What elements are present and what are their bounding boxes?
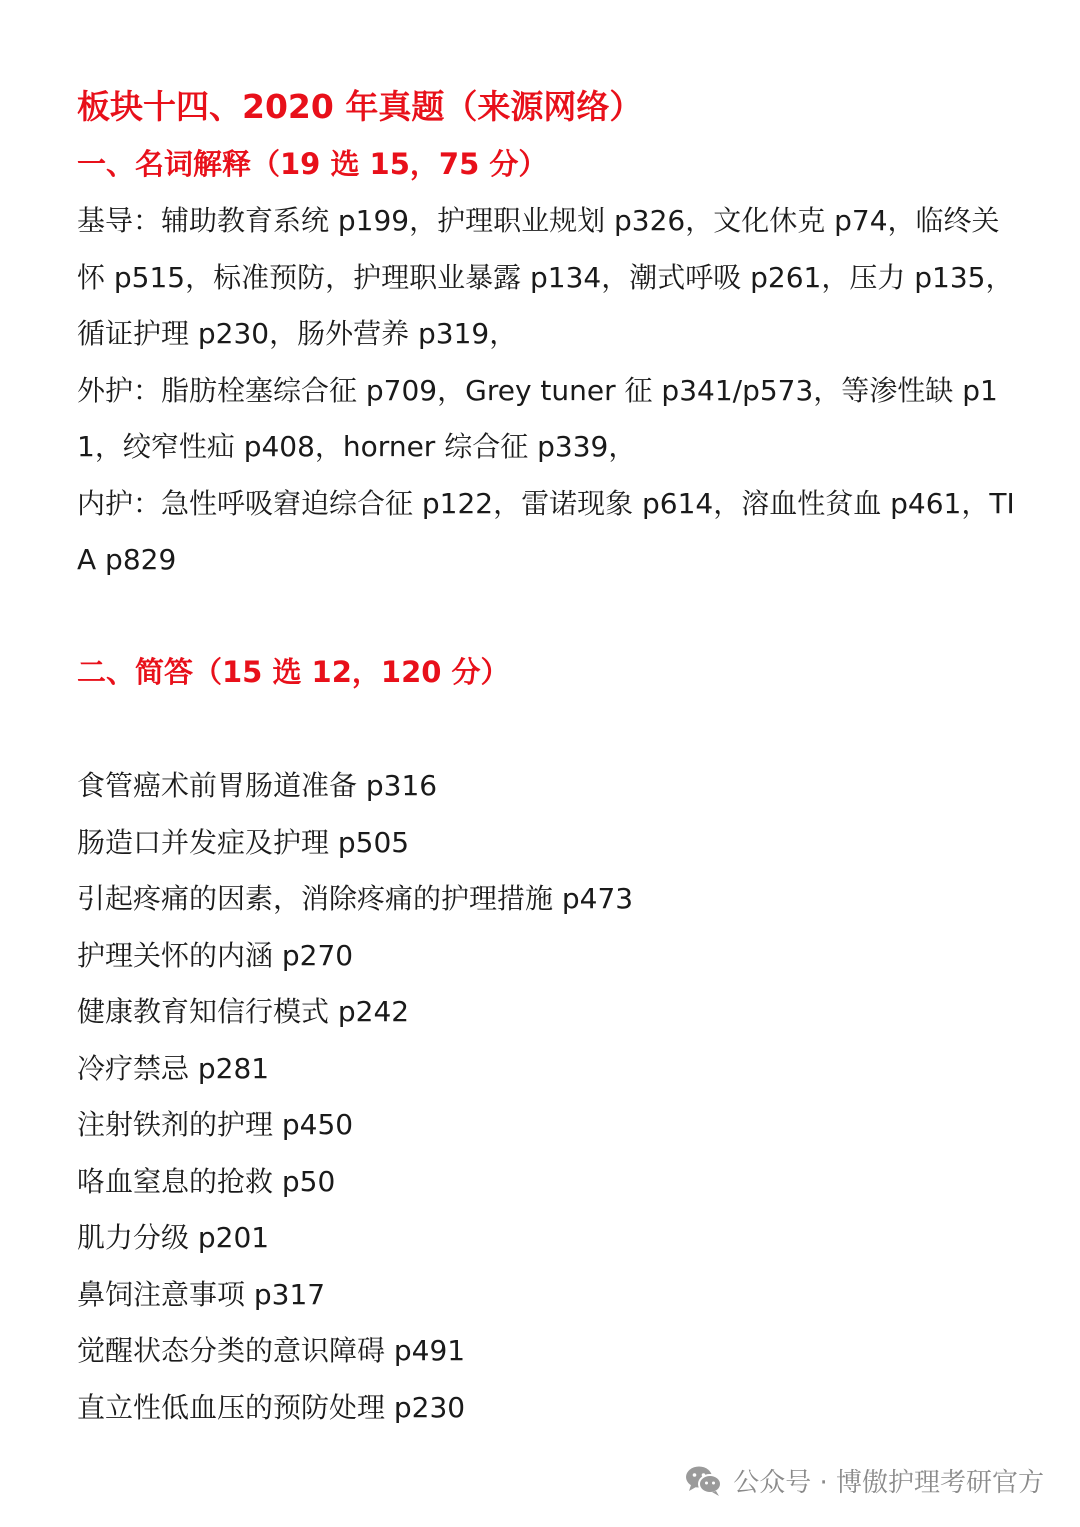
list-item: 咯血窒息的抢救 p50 — [77, 1164, 336, 1198]
list-item: 肠造口并发症及护理 p505 — [77, 825, 410, 859]
list-item: 注射铁剂的护理 p450 — [77, 1108, 354, 1141]
watermark-footer — [685, 1462, 1044, 1499]
list-item: 护理关怀的内涵 p270 — [77, 938, 354, 972]
terms-paragraph-basic: 基导：辅助教育系统 p199，护理职业规划 p326，文化休克 p74，临终关怀 p515，标准预防，护理职业暴露 p134，潮式呼吸 p261，压力 p135，循证护理 p230，肠外营养 p319， — [77, 204, 1014, 350]
list-item: 冷疗禁忌 p281 — [77, 1051, 270, 1085]
list-item: 食管癌术前胃肠道准备 p316 — [77, 769, 438, 802]
list-item: 健康教育知信行模式 p242 — [77, 995, 410, 1028]
terms-paragraph-medical: 内护：急性呼吸窘迫综合征 p122，雷诺现象 p614，溶血性贫血 p461，TIA p829 — [77, 486, 1015, 576]
section-body-terms — [77, 193, 1017, 589]
list-item: 觉醒状态分类的意识障碍 p491 — [77, 1334, 466, 1367]
list-item: 肌力分级 p201 — [77, 1221, 270, 1254]
list-item: 引起疼痛的因素，消除疼痛的护理措施 p473 — [77, 882, 634, 915]
section-heading-short-answer: 二、简答（15 选 12，120 分） — [77, 655, 510, 689]
watermark-text: 公众号 · 博傲护理考研官方 — [733, 1468, 1044, 1498]
section-heading-terms: 一、名词解释（19 选 15，75 分） — [77, 147, 548, 181]
page-title: 板块十四、2020 年真题（来源网络） — [77, 87, 643, 126]
wechat-icon — [685, 1465, 723, 1497]
list-item: 直立性低血压的预防处理 p230 — [77, 1390, 466, 1424]
terms-paragraph-surgical: 外护：脂肪栓塞综合征 p709，Grey tuner 征 p341/p573，等渗性缺 p11，绞窄性疝 p408，horner 综合征 p339， — [77, 373, 998, 463]
short-answer-list — [77, 758, 633, 1436]
list-item: 鼻饲注意事项 p317 — [77, 1277, 326, 1311]
